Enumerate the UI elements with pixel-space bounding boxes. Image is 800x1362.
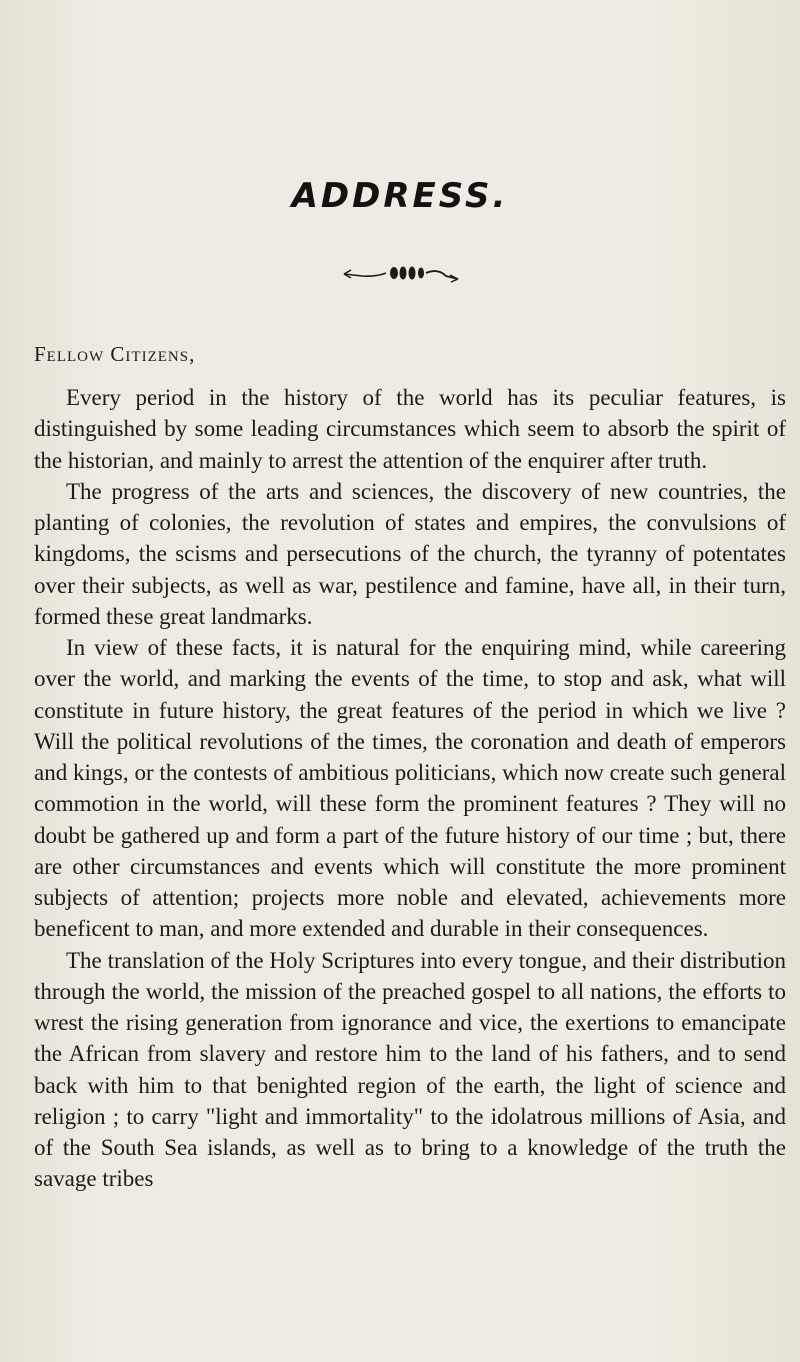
ornamental-rule-icon [342, 262, 462, 284]
paragraph: Every period in the history of the world has its peculiar features, is distinguished by some leading circumstances which seem to absorb the spirit of the historian, and mainly to arrest the attention of the enquirer after truth. [34, 385, 786, 473]
paragraph: The translation of the Holy Scriptures into every tongue, and their distribution through the world, the mission of the preached gospel to all nations, the efforts to wrest the rising generation from ignorance and vice, the exertions to emancipate the African from slavery and restore him to the land of his fathers, and to send back with him to that benighted region of the earth, the light of science and religion ; to carry "light and immortality" to the idolatrous millions of Asia, and of the South Sea islands, as well as to bring to a knowledge of the truth the savage tribes [34, 947, 786, 1192]
paragraph: The progress of the arts and sciences, the discovery of new countries, the planting of colonies, the revolution of states and empires, the convulsions of kingdoms, the scisms and persecutions of the church, the tyranny of potentates over their subjects, as well as war, pestilence and famine, have all, in their turn, formed these great landmarks. [34, 478, 786, 629]
salutation: Fellow Citizens, [34, 342, 196, 366]
paragraph: In view of these facts, it is natural for the enquiring mind, while careering over the world, and marking the events of the time, to stop and ask, what will constitute in future history, the great features of the period in which we live ? Will the political revolutions of the times, the coronation and death of emperors and kings, or the contests of ambitious politicians, which now create such general commotion in the world, will these form the prominent features ? They will no doubt be gathered up and form a part of the future history of our time ; but, there are other circumstances and events which will constitute the more prominent subjects of attention; projects more noble and elevated, achievements more beneficent to man, and more extended and durable in their consequences. [34, 635, 786, 942]
page-title: ADDRESS. [291, 176, 509, 216]
body-text [34, 382, 786, 1195]
